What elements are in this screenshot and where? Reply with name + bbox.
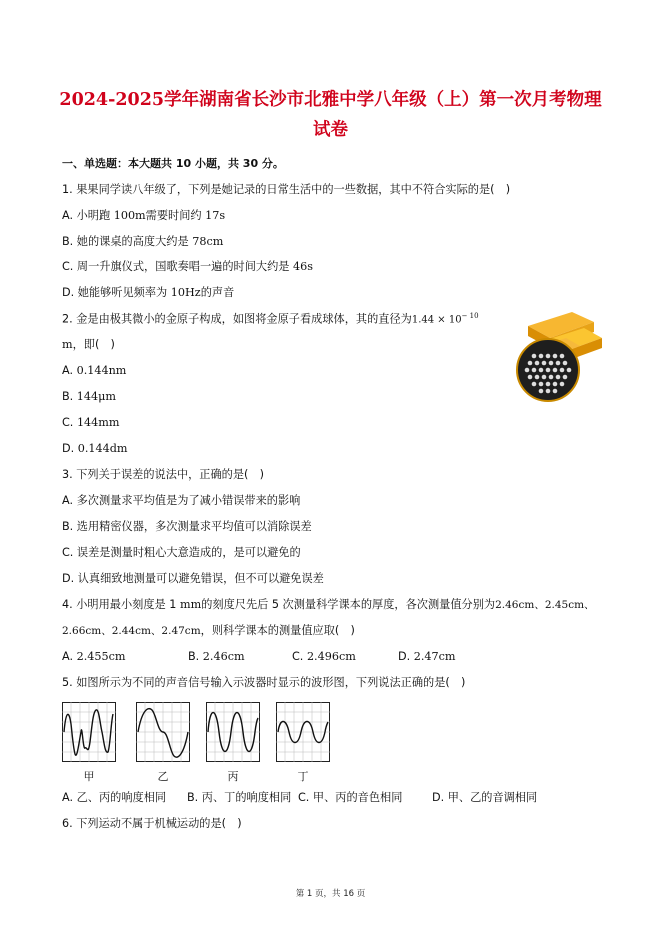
math-value: 100m <box>113 209 146 222</box>
math-value: 1.44 × 10 <box>411 314 462 326</box>
math-value: mm <box>179 598 202 611</box>
question-5-option-b: B. 丙、丁的响度相同 <box>187 791 292 804</box>
question-5-option-c: C. 甲、丙的音色相同 <box>298 791 403 804</box>
option-text: B. 她的课桌的高度大约是 <box>62 235 193 248</box>
math-value: 0.144nm <box>76 364 127 377</box>
math-value: 2.47cm <box>413 650 456 663</box>
question-5-stem: 5. 如图所示为不同的声音信号输入示波器时显示的波形图，下列说法正确的是( ) <box>62 676 466 689</box>
exam-title: 2024-2025学年湖南省长沙市北雅中学八年级（上）第一次月考物理 <box>59 90 602 110</box>
gold-atoms-illustration <box>510 308 604 408</box>
math-value: 2.46cm <box>202 650 245 663</box>
waveform-label: 丁 <box>297 770 309 783</box>
exam-title-cont: 试卷 <box>313 120 348 140</box>
question-6-stem: 6. 下列运动不属于机械运动的是( ) <box>62 817 242 830</box>
question-5-option-a: A. 乙、丙的响度相同 <box>62 791 167 804</box>
question-1-stem: 1. 果果同学读八年级了，下列是她记录的日常生活中的一些数据，其中不符合实际的是( ) <box>62 183 511 196</box>
waveform-bing <box>206 702 260 762</box>
question-3-stem: 3. 下列关于误差的说法中，正确的是( ) <box>62 468 264 481</box>
question-4-option-d <box>398 651 456 662</box>
option-text: C. 周一升旗仪式，国歌奏唱一遍的时间大约是 <box>62 260 294 273</box>
option-label: A. <box>62 650 77 663</box>
math-value: 46s <box>293 260 314 273</box>
stem-text: 的刻度尺先后 5 次测量科学课本的厚度，各次测量值分别为 <box>201 598 496 611</box>
waveform-yi <box>136 702 190 762</box>
option-text: 需要时间约 <box>145 209 206 222</box>
stem-text: ，则科学课本的测量值应取( ) <box>200 624 355 637</box>
question-4-stem-cont <box>62 625 355 637</box>
question-4-option-c <box>292 651 356 662</box>
waveform-label: 丙 <box>227 770 239 783</box>
math-value: 17s <box>205 209 226 222</box>
question-4-stem <box>62 599 595 611</box>
question-2-option-c <box>62 417 120 428</box>
math-value: 78cm <box>192 235 224 248</box>
question-1-option-a <box>62 210 225 221</box>
question-2-option-d <box>62 443 128 454</box>
option-label: C. <box>62 416 77 429</box>
math-value: 0.144dm <box>77 442 128 455</box>
math-value: 2.496cm <box>306 650 356 663</box>
option-label: D. <box>62 442 78 455</box>
stem-text: 2. 金是由极其微小的金原子构成，如图将金原子看成球体，其的直径为 <box>62 312 412 326</box>
question-2-stem <box>62 313 479 326</box>
option-label: C. <box>292 650 307 663</box>
question-2-stem-cont <box>62 339 115 350</box>
math-value: m <box>62 338 73 351</box>
option-label: A. 小明跑 <box>62 209 114 222</box>
question-4-option-b <box>188 651 245 662</box>
waveform-label: 乙 <box>157 770 169 783</box>
math-value: 2.66cm、2.44cm、2.47cm <box>62 625 201 637</box>
waveform-jia <box>62 702 116 762</box>
option-label: B. <box>188 650 203 663</box>
math-value: 144μm <box>76 390 117 403</box>
stem-text: ，即( ) <box>72 338 115 351</box>
math-value: 2.455cm <box>76 650 126 663</box>
waveform-label: 甲 <box>83 770 95 783</box>
question-3-option-c: C. 误差是测量时粗心大意造成的，是可以避免的 <box>62 546 301 559</box>
option-text: D. 她能够听见频率为 <box>62 286 171 299</box>
waveform-ding <box>276 702 330 762</box>
question-4-option-a <box>62 651 125 662</box>
question-1-option-c <box>62 261 313 272</box>
question-2-option-a <box>62 365 126 376</box>
page-footer: 第 1 页，共 16 页 <box>295 889 366 899</box>
section-heading: 一、单选题：本大题共 10 小题，共 30 分。 <box>62 157 284 170</box>
stem-text: 4. 小明用最小刻度是 1 <box>62 598 180 611</box>
option-text: 的声音 <box>200 286 235 299</box>
option-label: B. <box>62 390 77 403</box>
question-3-option-a: A. 多次测量求平均值是为了减小错误带来的影响 <box>62 494 301 507</box>
question-5-option-d: D. 甲、乙的音调相同 <box>432 791 538 804</box>
math-exponent: − 10 <box>461 312 479 320</box>
question-1-option-d <box>62 287 234 298</box>
option-label: A. <box>62 364 77 377</box>
math-value: 144mm <box>76 416 120 429</box>
math-value: 2.46cm、2.45cm、 <box>495 599 595 611</box>
option-label: D. <box>398 650 414 663</box>
math-value: 10Hz <box>170 286 201 299</box>
question-3-option-b: B. 选用精密仪器，多次测量求平均值可以消除误差 <box>62 520 312 533</box>
question-3-option-d: D. 认真细致地测量可以避免错误，但不可以避免误差 <box>62 572 324 585</box>
question-2-option-b <box>62 391 116 402</box>
question-1-option-b <box>62 236 223 247</box>
